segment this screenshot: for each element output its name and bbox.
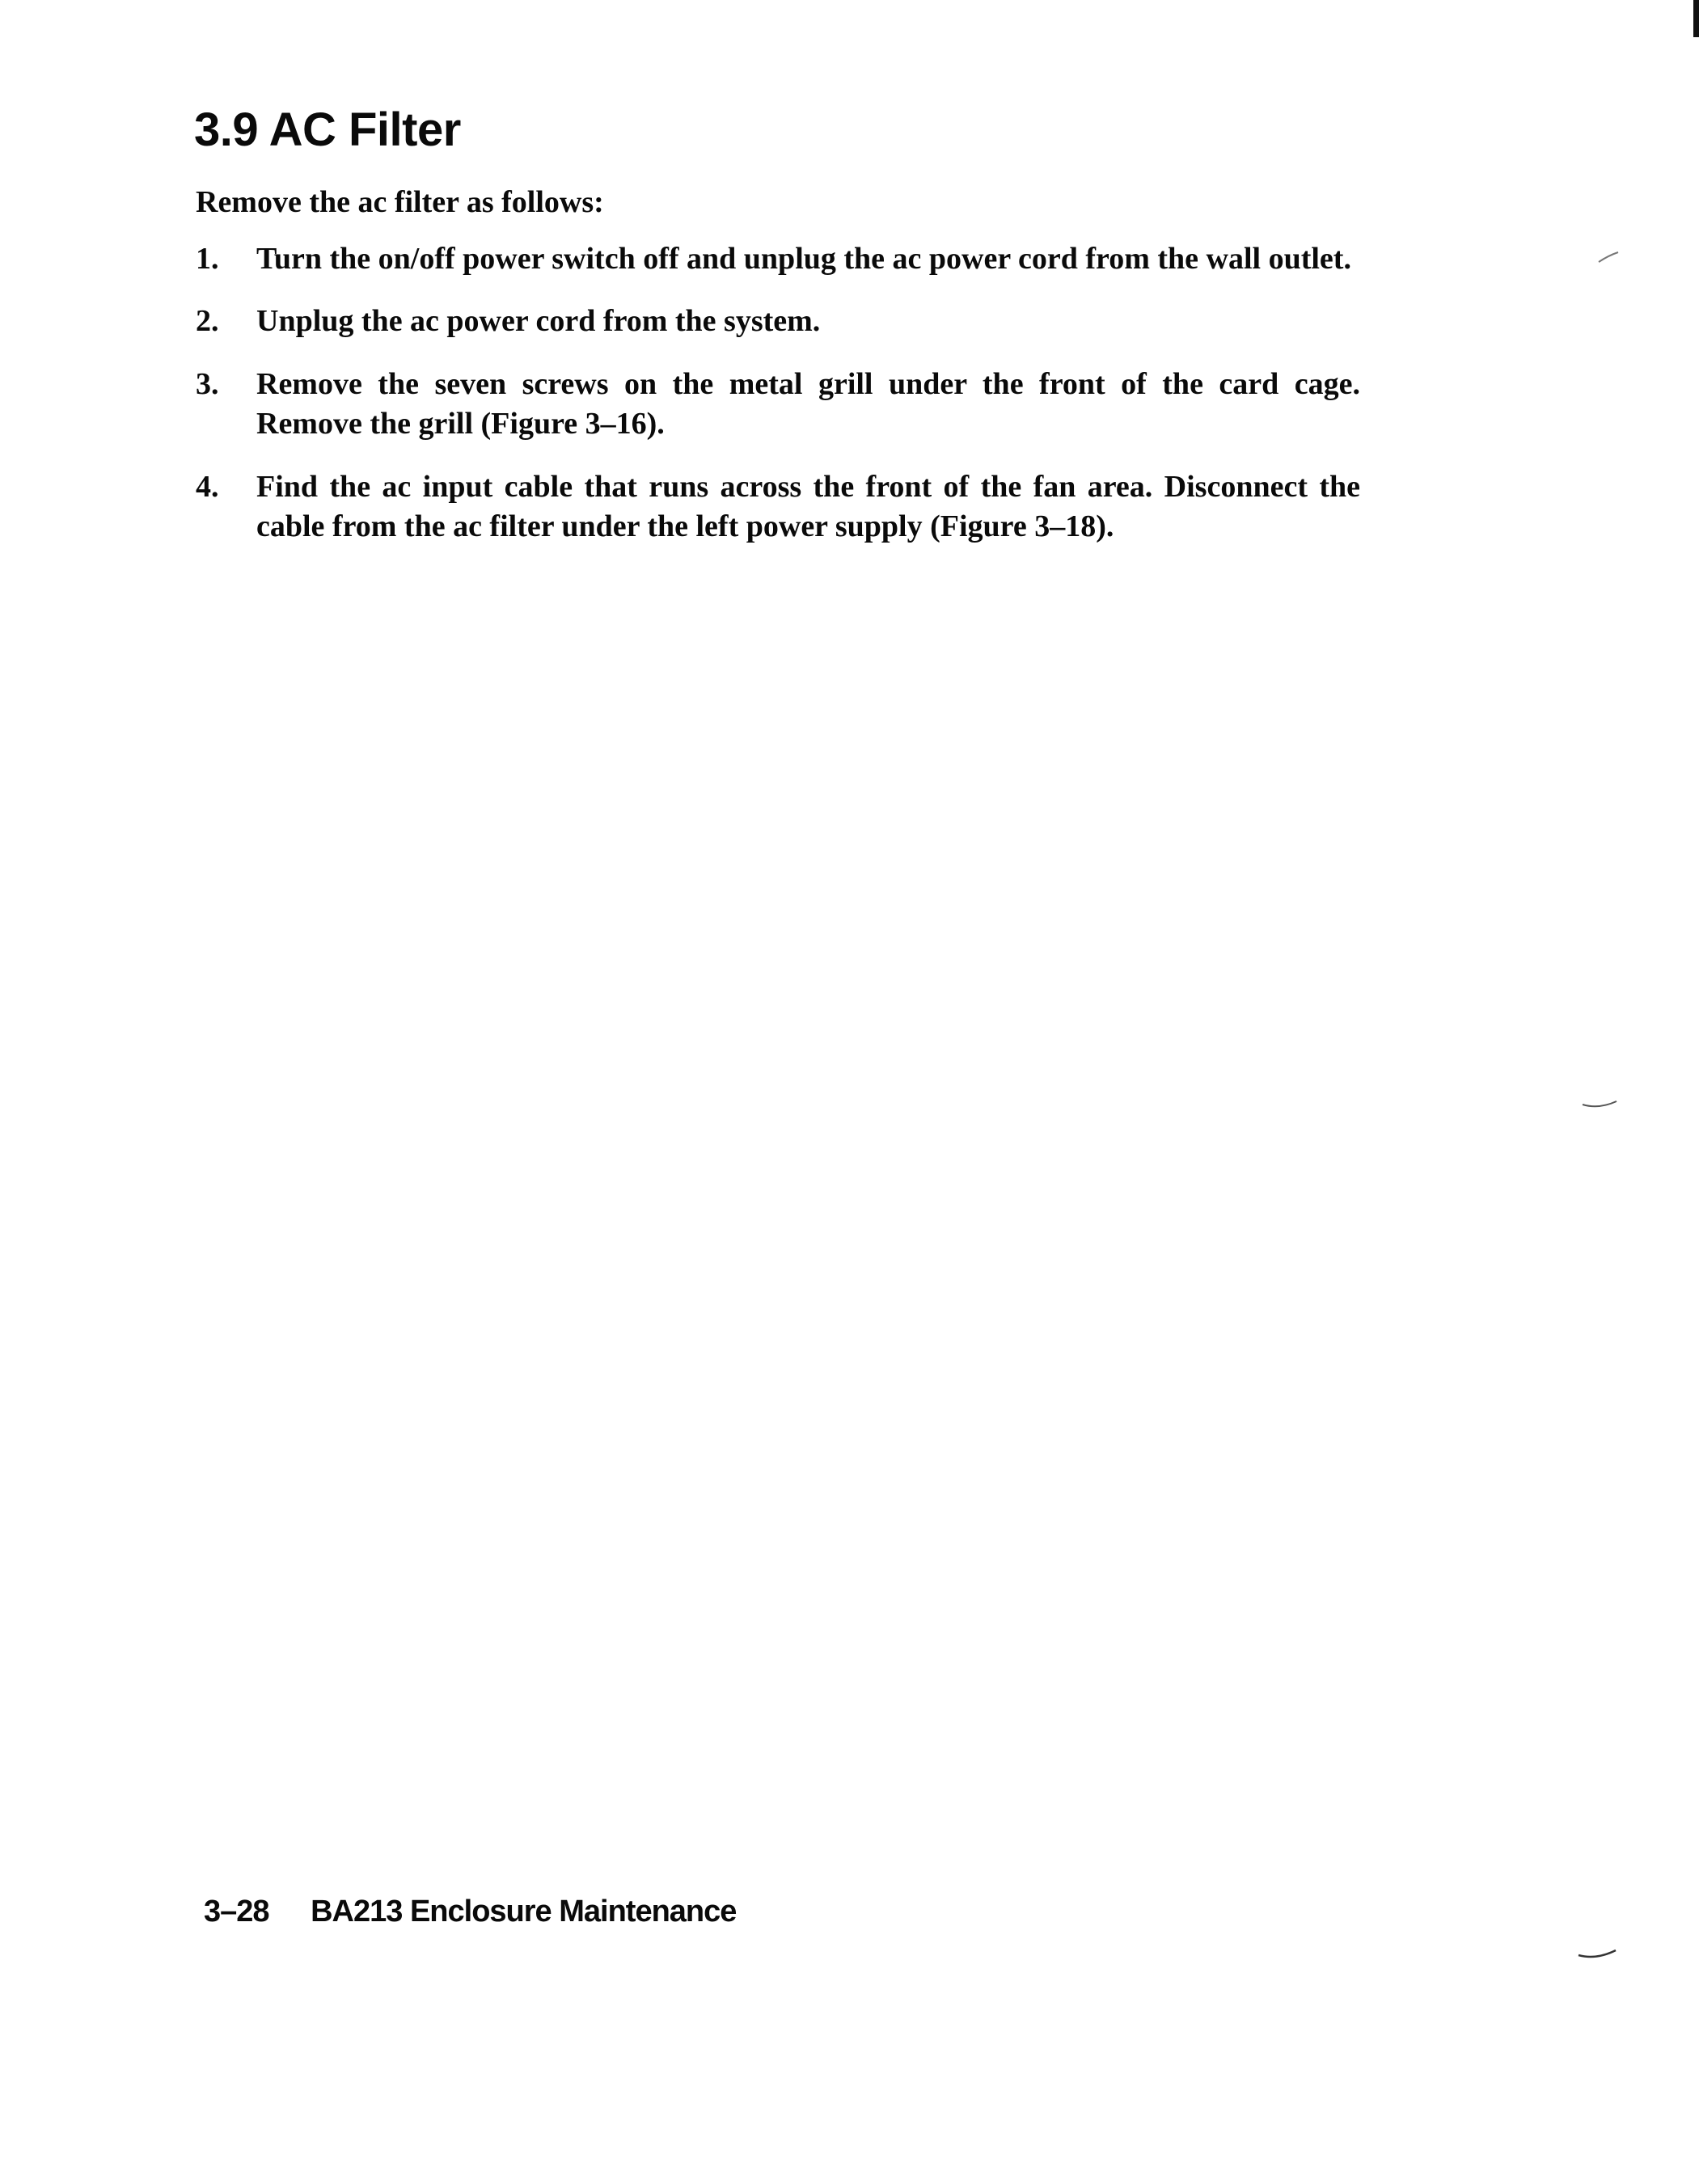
section-title: 3.9 AC Filter bbox=[194, 103, 461, 156]
scan-edge-mark bbox=[1693, 0, 1699, 37]
list-item bbox=[196, 302, 1360, 341]
list-item bbox=[196, 239, 1360, 279]
step-text: Remove the seven screws on the metal grill under the front of the card cage. Remove the grill (Figure 3–16). bbox=[256, 366, 1360, 441]
scan-mark-bottom bbox=[1577, 1941, 1621, 1965]
page-footer bbox=[204, 1895, 736, 1929]
step-text: Unplug the ac power cord from the system. bbox=[256, 304, 821, 339]
list-item bbox=[196, 467, 1360, 547]
step-text: Find the ac input cable that runs across the front of the fan area. Disconnect the cable from the ac filter under the left power supply (Figure 3–18). bbox=[256, 469, 1360, 543]
chapter-title: BA213 Enclosure Maintenance bbox=[311, 1895, 737, 1928]
step-number: 1. bbox=[196, 242, 219, 276]
intro-text: Remove the ac filter as follows: bbox=[196, 185, 604, 219]
steps-list bbox=[196, 239, 1360, 569]
scan-mark-middle bbox=[1581, 1092, 1621, 1116]
step-text: Turn the on/off power switch off and unplug the ac power cord from the wall outlet. bbox=[256, 242, 1351, 276]
page-number: 3–28 bbox=[204, 1895, 269, 1928]
step-number: 4. bbox=[196, 469, 219, 504]
scan-mark-top bbox=[1597, 243, 1621, 267]
step-number: 2. bbox=[196, 304, 219, 339]
step-number: 3. bbox=[196, 366, 219, 401]
list-item bbox=[196, 365, 1360, 445]
